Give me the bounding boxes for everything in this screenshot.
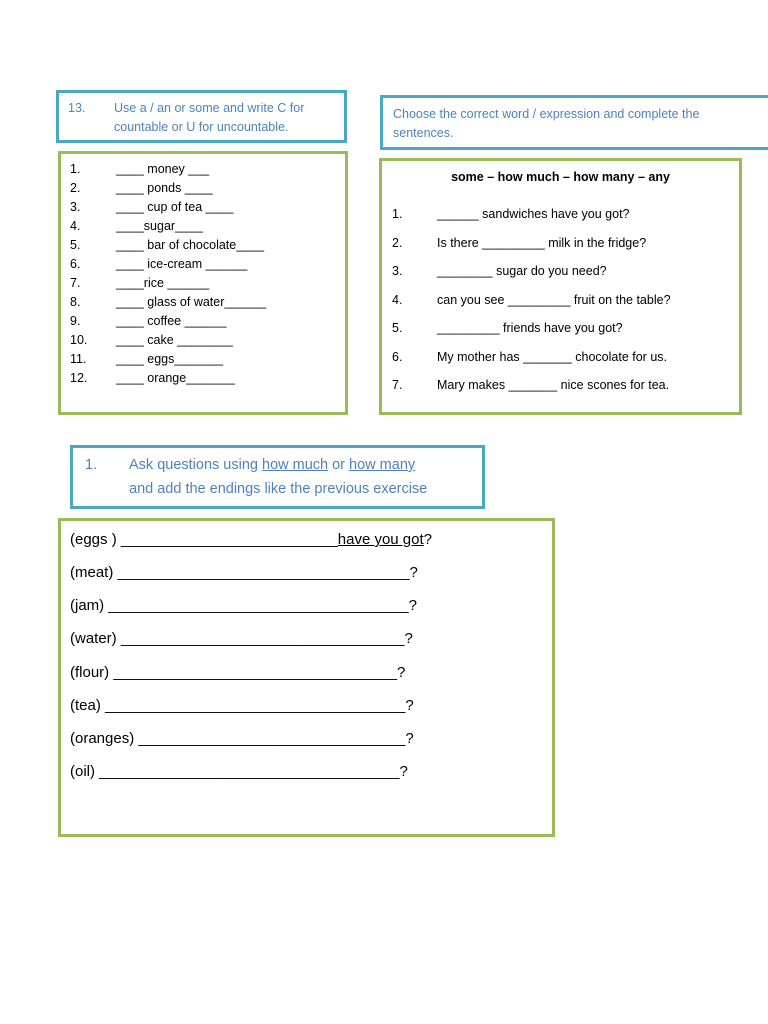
list-item: [70, 162, 340, 178]
question-mark: ?: [423, 531, 433, 548]
item-number: 7.: [70, 276, 81, 290]
list-item: [70, 276, 340, 292]
item-number: 4.: [70, 219, 81, 233]
word-bank: some – how much – how many – any: [451, 170, 670, 184]
item-number: 5.: [392, 321, 403, 335]
question-row: (oil) ____________________________________?: [70, 763, 408, 781]
questions-instruction-line1: [129, 457, 415, 473]
list-item: [70, 257, 340, 273]
item-text: ____ bar of chocolate____: [116, 238, 265, 252]
list-item: [70, 333, 340, 349]
list-item: [70, 238, 340, 254]
instruction-prefix: Ask questions using: [129, 457, 262, 473]
questions-box: [58, 518, 555, 837]
instruction-or: or: [328, 457, 350, 473]
list-item: [70, 314, 340, 330]
question-row: (meat) ___________________________________?: [70, 564, 418, 581]
question-row: (jam) ____________________________________?: [70, 597, 417, 615]
choose-instruction: Choose the correct word / expression and complete the sentences.: [393, 107, 700, 140]
choose-list-box: [379, 158, 742, 415]
list-item: [392, 321, 732, 337]
question-row: (tea) ____________________________________?: [70, 696, 414, 714]
list-item: [392, 207, 732, 223]
item-text: can you see _________ fruit on the table?: [437, 292, 671, 307]
choose-instruction-box: [380, 95, 768, 150]
list-item: [70, 352, 340, 368]
list-item: [70, 295, 340, 311]
item-number: 10.: [70, 333, 88, 347]
list-item: [392, 236, 732, 252]
questions-number: 1.: [85, 457, 98, 473]
item-text: ____ ice-cream ______: [116, 257, 248, 271]
list-item: [392, 378, 732, 394]
exercise-13-list-box: [58, 151, 348, 415]
item-number: 12.: [70, 371, 88, 385]
list-item: [70, 371, 340, 387]
item-text: _________ friends have you got?: [437, 321, 623, 335]
question-row: (water) __________________________________?: [70, 630, 413, 648]
how-many-term: how many: [349, 457, 416, 473]
list-item: [392, 293, 732, 309]
item-text: ____ coffee ______: [116, 314, 227, 328]
list-item: [392, 264, 732, 280]
item-text: ____ eggs_______: [116, 352, 224, 366]
item-number: 2.: [70, 181, 81, 195]
item-number: 6.: [70, 257, 81, 271]
item-text: My mother has _______ chocolate for us.: [437, 349, 667, 364]
item-text: ____ orange_______: [116, 371, 235, 385]
item-text: ____sugar____: [116, 219, 203, 233]
list-item: [392, 350, 732, 366]
item-number: 3.: [392, 264, 403, 278]
item-text: ____ cup of tea ____: [116, 200, 234, 214]
question-row: (oranges) ________________________________?: [70, 730, 414, 747]
item-text: Mary makes _______ nice scones for tea.: [437, 378, 670, 392]
questions-instruction-box: [70, 445, 485, 509]
item-text: ____ cake ________: [116, 333, 233, 347]
exercise-number: 13.: [68, 101, 86, 115]
item-text: ______ sandwiches have you got?: [437, 207, 630, 221]
how-much-term: how much: [262, 457, 329, 473]
item-number: 9.: [70, 314, 81, 328]
item-text: ________ sugar do you need?: [437, 264, 607, 278]
item-number: 4.: [392, 292, 403, 307]
list-item: [70, 219, 340, 235]
item-text: ____rice ______: [116, 276, 210, 290]
item-number: 8.: [70, 295, 81, 309]
exercise-13-instruction-box: [56, 90, 347, 143]
item-number: 11.: [70, 352, 87, 366]
example-ending: have you got: [337, 531, 424, 548]
exercise-instruction: Use a / an or some and write C for countable or U for uncountable.: [114, 101, 305, 134]
item-text: ____ glass of water______: [116, 295, 267, 309]
questions-instruction-line2: and add the endings like the previous exercise: [129, 481, 428, 497]
item-number: 5.: [70, 238, 81, 252]
question-label: (eggs ): [70, 531, 117, 548]
item-text: Is there _________ milk in the fridge?: [437, 235, 647, 250]
item-text: ____ ponds ____: [116, 181, 213, 195]
item-number: 7.: [392, 378, 403, 392]
question-blank: __________________________: [120, 531, 338, 548]
item-number: 6.: [392, 349, 403, 364]
item-number: 2.: [392, 235, 403, 250]
list-item: [70, 181, 340, 197]
question-row: (flour) __________________________________?: [70, 663, 406, 681]
list-item: [70, 200, 340, 216]
item-number: 3.: [70, 200, 81, 214]
question-row-eggs: [70, 531, 432, 548]
item-number: 1.: [392, 207, 403, 221]
item-number: 1.: [70, 162, 81, 176]
item-text: ____ money ___: [116, 162, 210, 176]
